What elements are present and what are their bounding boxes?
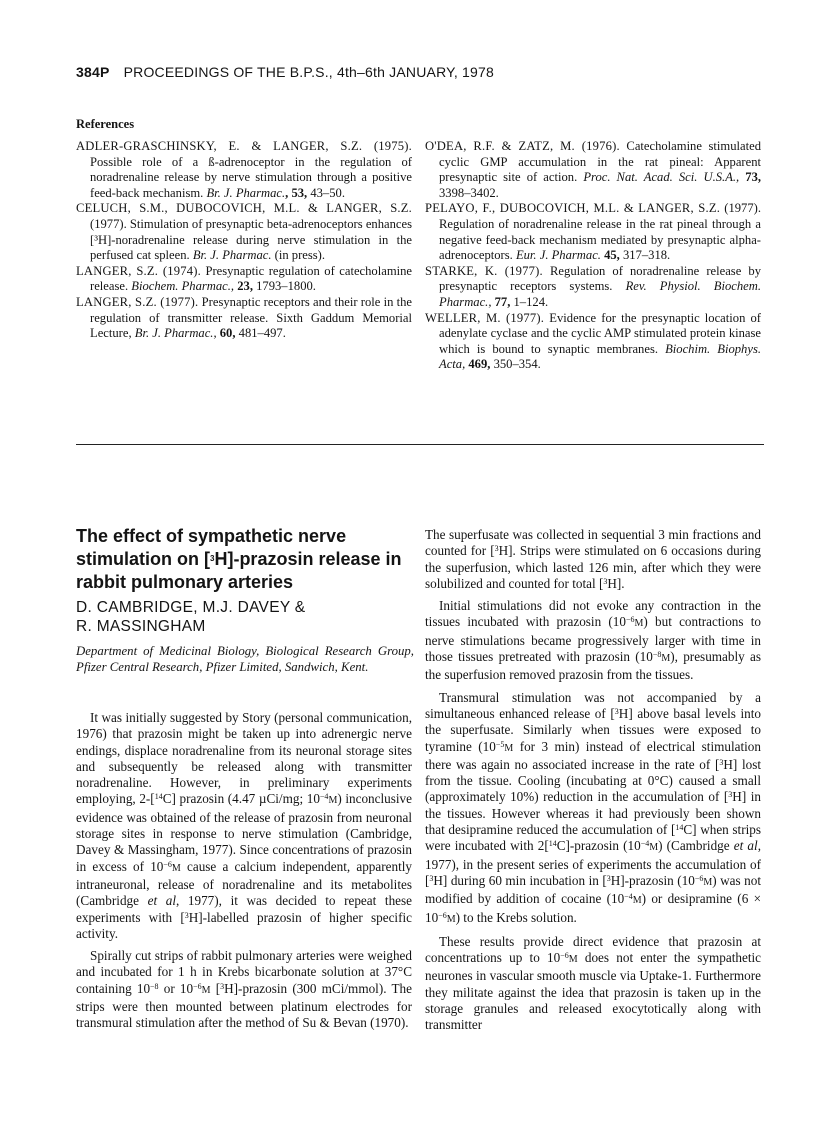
body-paragraph: It was initially suggested by Story (personal communication, 1976) that prazosin might be taken up into adrenergic nerve endings, displace noradrenaline from its neuronal storage sites and subsequently be released along with transmitter noradrenaline. However, in preliminary experiments employing, 2-[$^{14}$C] prazosin (4.47 µCi/mg; $10^{-4}M$) inconclusive evidence was obtained of the release of prazosin from neuronal storage sites in response to nerve stimulation (Cambridge, Davey & Massingham, 1977). Since concentrations of prazosin in excess of $10^{-6}M$ cause a calcium independent, apparently intraneuronal, release of noradrenaline and its metabolites (Cambridge et al, 1977), it was decided to repeat these experiments with [$^3$H]-labelled prazosin of higher specific activity. — [76, 710, 413, 941]
reference-item: PELAYO, F., DUBOCOVICH, M.L. & LANGER, S.Z. (1977). Regulation of noradrenaline release in the rat pineal through a negative feed-back mechanism mediated by presynaptic alpha-adrenoceptors. Eur. J. Pharmac. 45, 317–318. — [425, 201, 761, 263]
body-paragraph: These results provide direct evidence that prazosin at concentrations up to $10^{-6}M$ does not enter the sympathetic neurones in vascular smooth muscle via Uptake-1. Furthermore they militate against the idea that prazosin is taken up in the storage granules and released exocytotically along with transmitter — [425, 933, 761, 1033]
article-body-left — [76, 710, 412, 1038]
running-title: PROCEEDINGS OF THE B.P.S., 4th–6th JANUARY, 1978 — [123, 64, 494, 80]
reference-item: STARKE, K. (1977). Regulation of noradrenaline release by presynaptic receptors systems. Rev. Physiol. Biochem. Pharmac., 77, 1–124. — [425, 263, 762, 309]
running-header — [76, 64, 756, 80]
reference-item: O'DEA, R.F. & ZATZ, M. (1976). Catecholamine stimulated cyclic GMP accumulation in the rat pineal: Apparent presynaptic site of action. Proc. Nat. Acad. Sci. U.S.A., 73, 3398–3402. — [425, 139, 762, 200]
author-affiliation: Department of Medicinal Biology, Biological Research Group, Pfizer Central Research, Pfizer Limited, Sandwich, Kent. — [76, 644, 414, 675]
body-paragraph: Spirally cut strips of rabbit pulmonary arteries were weighed and incubated for 1 h in Krebs bicarbonate solution at 37°C containing $10^{-8}$ or $10^{-6}M$ [$^3$H]-prazosin (300 mCi/mmol). The strips were then mounted between platinum electrodes for transmural stimulation after the method of Su & Bevan (1970). — [76, 948, 412, 1031]
reference-item: ADLER-GRASCHINSKY, E. & LANGER, S.Z. (1975). Possible role of a ß-adrenoceptor in the regulation of noradrenaline release by nerve stimulation through a positive feed-back mechanism. Br. J. Pharmac., 53, 43–50. — [76, 139, 412, 200]
article-body-right — [425, 527, 761, 1040]
body-paragraph: The superfusate was collected in sequential 3 min fractions and counted for [$^3$H]. Strips were stimulated on 6 occasions during the superfusion, which lasted 126 min, after which they were solubilized and counted for total [$^3$H]. — [425, 527, 761, 591]
body-paragraph: Initial stimulations did not evoke any contraction in the tissues incubated with prazosin $(10^{-6}M)$ but contractions to nerve stimulations became progressively larger with time in those tissues pretreated with prazosin $(10^{-8}M)$, presumably as the superfusion removed prazosin from the tissues. — [425, 598, 762, 683]
reference-item: LANGER, S.Z. (1977). Presynaptic receptors and their role in the regulation of transmitter release. Sixth Gaddum Memorial Lecture, Br. J. Pharmac., 60, 481–497. — [76, 294, 413, 341]
reference-item: CELUCH, S.M., DUBOCOVICH, M.L. & LANGER, S.Z. (1977). Stimulation of presynaptic beta-adrenoceptors enhances [³H]-noradrenaline release during nerve stimulation in the perfused cat spleen. Br. J. Pharmac. (in press). — [76, 201, 412, 263]
reference-item: LANGER, S.Z. (1974). Presynaptic regulation of catecholamine release. Biochem. Pharmac., 23, 1793–1800. — [76, 263, 413, 294]
references-left-column — [76, 139, 412, 342]
references-right-column — [425, 139, 761, 373]
references-heading: References — [76, 117, 135, 131]
article-title: The effect of sympathetic nerve stimulation on [$^3$H]-prazosin release in rabbit pulmonary arteries — [76, 526, 402, 592]
reference-item: WELLER, M. (1977). Evidence for the presynaptic location of adenylate cyclase and the cyclic AMP stimulated protein kinase which is bound to synaptic membranes. Biochim. Biophys. Acta, 469, 350–354. — [425, 310, 761, 372]
section-divider — [76, 444, 764, 445]
article-authors: D. CAMBRIDGE, M.J. DAVEY & R. MASSINGHAM — [76, 599, 306, 635]
body-paragraph: Transmural stimulation was not accompanied by a simultaneous enhanced release of [$^3$H] above basal levels into the superfusate. Similarly when tissues were exposed to tyramine ($10^{-5}M$ for 3 min) instead of electrical stimulation there was again no associated increase in the rate of [$^3$H] lost from the tissue. Cooling (incubating at 0°C) caused a small (approximately 10%) reduction in the accumulation of [$^3$H] in the tissues. However whereas it had previously been shown that desipramine reduced the accumulation of [$^{14}$C] when strips were incubated with 2[$^{14}$C]-prazosin $(10^{-4}M)$ (Cambridge et al, 1977), in the present series of experiments the accumulation of [$^3$H] during 60 min incubation in [$^3$H]-prazosin $(10^{-6}M)$ was not modified by addition of cocaine $(10^{-4}M)$ or desipramine $(6 \times 10^{-6}M)$ to the Krebs solution. — [425, 689, 762, 925]
page-number: 384P — [76, 64, 110, 80]
